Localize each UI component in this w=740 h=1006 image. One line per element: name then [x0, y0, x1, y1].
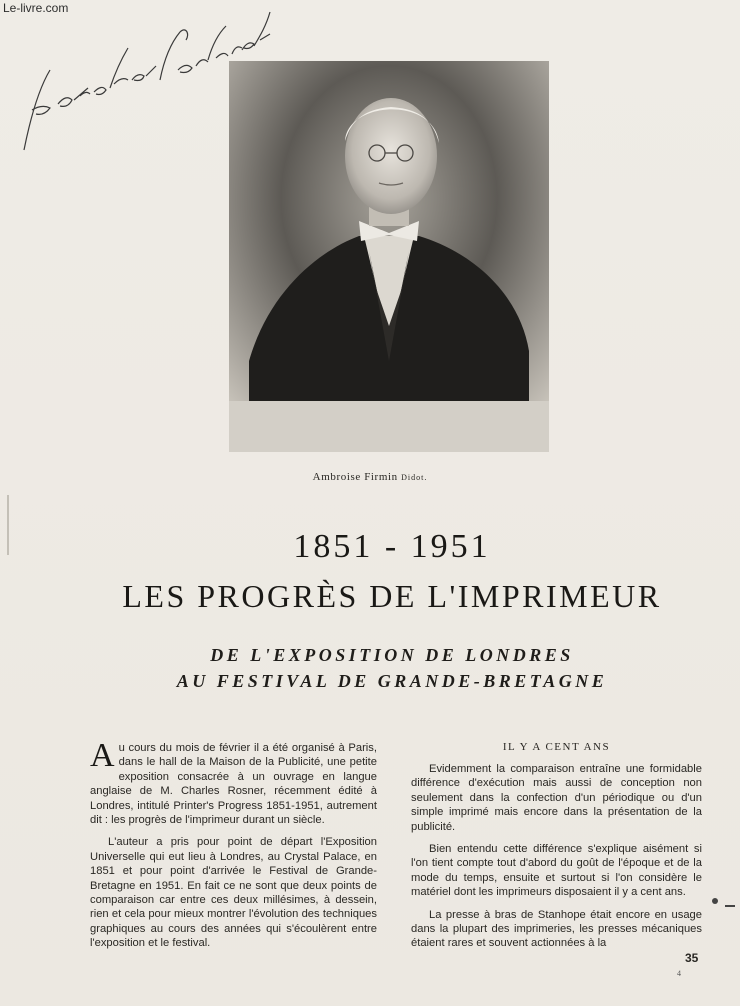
caption-surname: Didot.: [401, 473, 428, 482]
ink-mark: [712, 898, 718, 904]
portrait-caption: [0, 471, 740, 483]
article-title: LES PROGRÈS DE L'IMPRIMEUR: [122, 578, 662, 614]
page-number: 35: [685, 951, 699, 965]
bottom-mark: 4: [677, 969, 681, 978]
paragraph-1-text: u cours du mois de février il a été organisé à Paris, dans le hall de la Maison de la Publicité, une petite exposition consacrée à un ouvrage en langue anglaise de M. Charles Rosner, récemment édité à Londres, intitulé Printer's Progress 1851-1951, autrement dit : les progrès de l'imprimeur durant un siècle.: [90, 742, 377, 827]
paragraph-3: Evidemment la comparaison entraîne une formidable différence d'exécution mais aussi de conception non seulement dans la confection d'un périodique ou d'un simple imprimé mais encore dans la présentation de la publicité.: [411, 763, 702, 833]
paragraph-5: La presse à bras de Stanhope était encore en usage dans la plupart des imprimeries, les presses mécaniques étaient rares et souvent actionnées à la: [411, 908, 702, 950]
left-column: [90, 737, 377, 959]
right-column: [411, 762, 702, 959]
ink-dash: [725, 905, 735, 907]
years-heading: 1851 - 1951: [293, 528, 491, 565]
section-heading: IL Y A CENT ANS: [502, 741, 611, 753]
paragraph-4: Bien entendu cette différence s'explique aisément si l'on tient compte tout d'abord du goût de l'époque et de la mode du temps, ensuite et surtout si l'on considère le matériel dont les imprimeurs disposaient il y a cent ans.: [411, 843, 702, 899]
portrait-engraving: [229, 61, 549, 452]
paragraph-2: L'auteur a pris pour point de départ l'Exposition Universelle qui eut lieu à Londres, au Crystal Palace, en 1851 et pour point d'arrivée le Festival de Grande-Bretagne en 1951. En fait ce ne sont que deux points de comparaison car entre ces deux millésimes, à dessein, rien et cela pour mieux montrer l'évolution des techniques graphiques au cours des années qui s'écoulèrent entre l'exposition et le festival.: [90, 836, 377, 950]
fold-mark: [7, 495, 9, 555]
article-subtitle-line-2: AU FESTIVAL DE GRANDE-BRETAGNE: [176, 671, 608, 691]
article-subtitle-line-1: DE L'EXPOSITION DE LONDRES: [210, 645, 574, 665]
drop-cap: A: [90, 737, 115, 774]
watermark: Le-livre.com: [3, 1, 69, 15]
caption-name: Ambroise Firmin: [312, 471, 398, 483]
paragraph-1: [90, 737, 377, 827]
